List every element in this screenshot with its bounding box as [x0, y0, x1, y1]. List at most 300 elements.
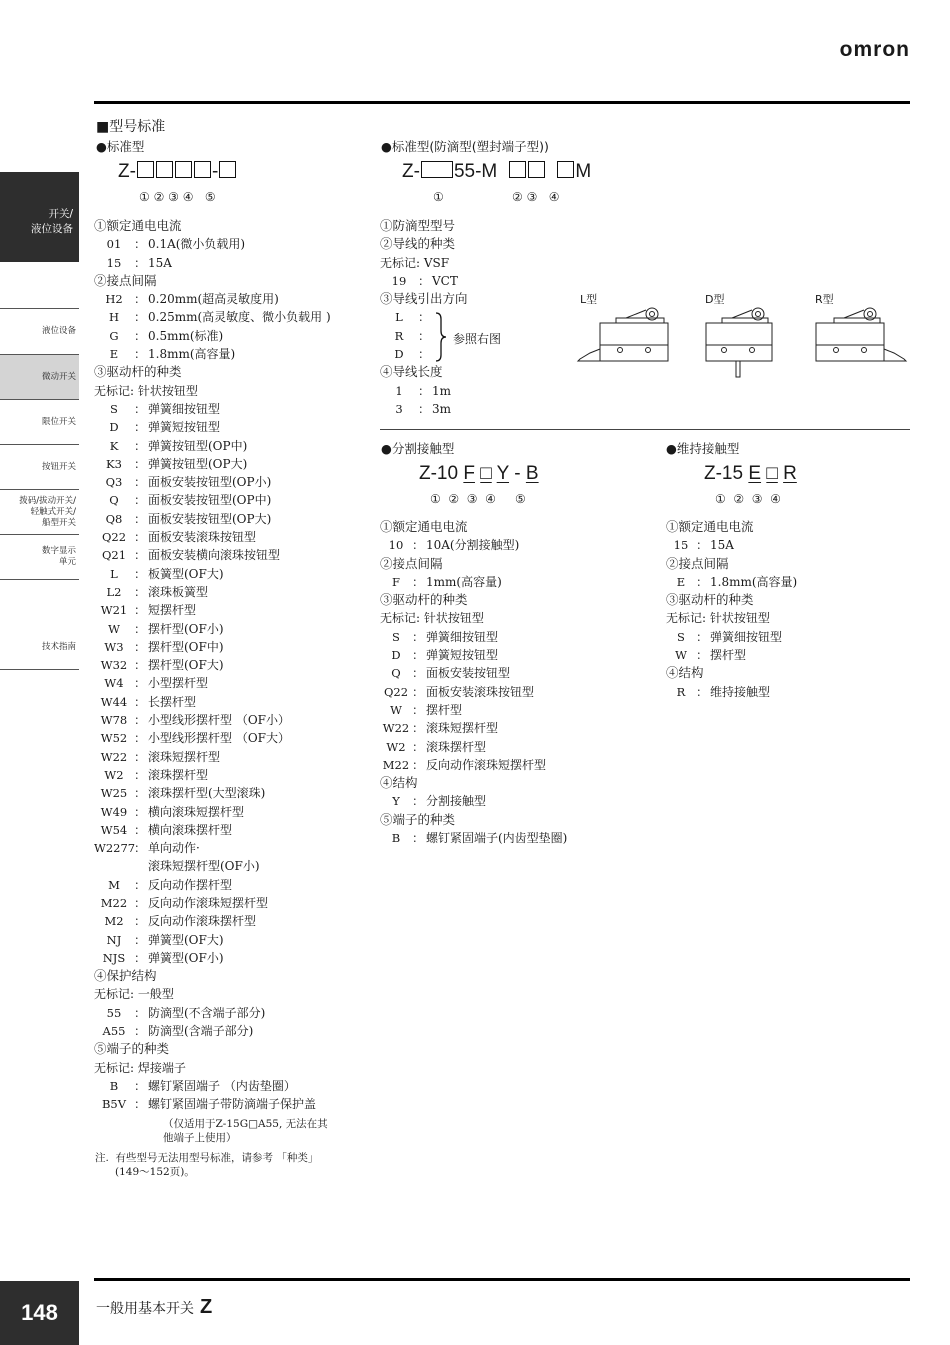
spec-separator: ：	[134, 292, 147, 307]
spec-description: 0.20mm(超高灵敏度用)	[148, 292, 279, 307]
spec-description: 分割接触型	[426, 794, 487, 809]
spec-code: D	[109, 420, 119, 435]
spec-separator: ：	[412, 831, 425, 846]
spec-description: 摆杆型(OF大)	[148, 658, 224, 673]
spec-separator: ：	[134, 932, 147, 947]
spec-row	[380, 664, 650, 682]
bottom-rule	[94, 1278, 910, 1281]
spec-separator: ：	[134, 1097, 147, 1112]
spec-separator: ：	[134, 639, 147, 654]
spec-code: R	[676, 684, 686, 699]
spec-code: K3	[106, 456, 122, 471]
code-box	[194, 161, 211, 178]
spec-row	[94, 876, 374, 894]
spec-code: F	[392, 574, 400, 589]
spec-description: 反向动作摆杆型	[148, 877, 233, 892]
spec-description: 弹簧按钮型(OP大)	[148, 456, 248, 471]
spec-row	[94, 1004, 374, 1022]
spec-separator: ：	[134, 1024, 147, 1039]
hold-heading: ●维持接触型	[666, 441, 740, 456]
sidebar-item[interactable]: 微动开关	[0, 355, 79, 400]
spec-row	[666, 683, 906, 701]
spec-group-title: ③驱动杆的种类	[666, 592, 754, 608]
spec-row	[666, 573, 906, 591]
spec-separator: ：	[134, 255, 147, 270]
code-box	[509, 161, 526, 178]
spec-separator: ：	[418, 310, 431, 325]
spec-row	[94, 894, 374, 912]
spec-code: NJ	[106, 932, 122, 947]
spec-row	[94, 290, 374, 308]
spec-code: B	[109, 1078, 119, 1093]
spec-code: W	[390, 702, 402, 717]
spec-code: W44	[100, 694, 128, 709]
spec-separator: ：	[412, 574, 425, 589]
spec-row	[380, 573, 650, 591]
spec-description: 螺钉紧固端子带防滴端子保护盖	[148, 1097, 317, 1112]
spec-description: 弹簧细按钮型	[426, 629, 499, 644]
spec-code: W2277	[94, 841, 136, 856]
spec-group-title: ③驱动杆的种类	[380, 592, 468, 608]
spec-separator: ：	[134, 895, 147, 910]
spec-row	[94, 912, 374, 930]
spec-description: 面板安装按钮型(OP中)	[148, 493, 272, 508]
brace-icon	[434, 311, 448, 363]
spec-code: K	[109, 438, 119, 453]
standard-code	[118, 161, 237, 183]
spec-separator: ：	[412, 684, 425, 699]
footer-title-text: 一般用基本开关	[96, 1301, 194, 1317]
spec-group-title: ②接点间隔	[666, 555, 729, 571]
spec-row	[94, 803, 374, 821]
spec-code: 15	[673, 538, 689, 553]
spec-row	[94, 601, 374, 619]
spec-separator: ：	[134, 621, 147, 636]
code-dash: -	[514, 463, 521, 484]
spec-separator: ：	[134, 603, 147, 618]
spec-group-title: ①额定通电电流	[94, 218, 182, 233]
top-rule	[94, 101, 910, 104]
spec-code: W49	[100, 804, 128, 819]
spec-default: 无标记: 针状按钮型	[666, 611, 770, 626]
spec-code: W2	[386, 739, 406, 754]
spec-row	[380, 756, 650, 774]
spec-description: 滚珠摆杆型(大型滚珠)	[148, 786, 266, 801]
spec-code: W3	[104, 639, 124, 654]
spec-description: 小型摆杆型	[148, 676, 209, 691]
sidebar-item[interactable]: 数字显示 单元	[0, 535, 79, 580]
code-part: B	[525, 463, 539, 484]
spec-code: NJS	[102, 950, 126, 965]
spec-code: 55	[106, 1005, 122, 1020]
spec-description: 滚珠短摆杆型(OF小)	[148, 859, 260, 874]
sidebar-item[interactable]: 限位开关	[0, 400, 79, 445]
spec-code: B5V	[101, 1097, 127, 1112]
spec-separator: ：	[134, 438, 147, 453]
spec-row	[94, 1095, 374, 1113]
spec-code: E	[109, 347, 119, 362]
spec-row	[94, 784, 374, 802]
spec-description: 弹簧型(OF大)	[148, 932, 224, 947]
standard-heading: ●标准型	[96, 139, 145, 154]
spec-description: 横向滚珠短摆杆型	[148, 804, 245, 819]
spec-group-title: ④结构	[380, 775, 418, 791]
spec-separator: ：	[412, 648, 425, 663]
spec-row	[380, 345, 580, 363]
spec-row	[380, 719, 650, 737]
spec-description: VCT	[432, 273, 458, 288]
code-prefix: Z-	[118, 161, 136, 182]
spec-description: 弹簧按钮型(OP中)	[148, 438, 248, 453]
spec-default: 无标记: 一般型	[94, 987, 174, 1002]
page-number: 148	[0, 1281, 79, 1345]
spec-row	[94, 711, 374, 729]
spec-description: 滚珠短摆杆型	[426, 721, 499, 736]
dripproof-num-1: ①	[433, 190, 444, 204]
spec-row	[94, 455, 374, 473]
code-part: R	[783, 463, 797, 484]
spec-group-title: ②接点间隔	[94, 272, 157, 288]
spec-description: 螺钉紧固端子(内齿型垫圈)	[426, 831, 568, 846]
spec-code: 01	[106, 237, 122, 252]
spec-description: 15A	[148, 255, 172, 270]
spec-description: 面板安装按钮型	[426, 666, 511, 681]
code-box	[528, 161, 545, 178]
code-part: □	[766, 463, 778, 484]
dripproof-heading: ●标准型(防滴型(塑封端子型))	[381, 139, 549, 154]
spec-code: L	[395, 310, 403, 325]
spec-separator: ：	[412, 666, 425, 681]
spec-group-title: ③驱动杆的种类	[94, 364, 182, 380]
code-box	[421, 161, 453, 178]
spec-row	[666, 628, 906, 646]
spec-description: 滚珠摆杆型	[426, 739, 487, 754]
spec-row	[94, 308, 374, 326]
spec-code: L2	[106, 584, 122, 599]
spec-code: Q	[391, 666, 401, 681]
spec-description: 摆杆型(OF中)	[148, 639, 224, 654]
spec-row	[380, 738, 650, 756]
spec-row	[94, 546, 374, 564]
spec-separator: ：	[418, 383, 431, 398]
spec-row	[94, 1022, 374, 1040]
spec-separator: ：	[412, 757, 425, 772]
spec-row	[380, 646, 650, 664]
spec-group-title: ①防滴型型号	[380, 218, 456, 233]
spec-code: W4	[104, 676, 124, 691]
spec-code: S	[677, 629, 685, 644]
spec-group-title: ④导线长度	[380, 364, 443, 380]
spec-description: 横向滚珠摆杆型	[148, 822, 233, 837]
spec-separator: ：	[134, 731, 147, 746]
brace-label: 参照右图	[453, 332, 502, 346]
code-box	[219, 161, 236, 178]
spec-code: D	[391, 648, 401, 663]
spec-row	[666, 536, 906, 554]
spec-separator: ：	[134, 841, 147, 856]
spec-row	[94, 693, 374, 711]
omron-logo: omron	[839, 38, 910, 61]
spec-description: 0.25mm(高灵敏度、微小负载用 )	[148, 310, 331, 325]
spec-description: 摆杆型(OF小)	[148, 621, 224, 636]
spec-description: 1mm(高容量)	[426, 574, 502, 589]
spec-description: 反向动作滚珠短摆杆型	[426, 757, 547, 772]
spec-code: W	[675, 648, 687, 663]
footer-title	[96, 1296, 212, 1319]
spec-description: 反向动作滚珠摆杆型	[148, 914, 257, 929]
spec-code: S	[110, 401, 118, 416]
spec-row	[94, 766, 374, 784]
spec-code: B	[391, 831, 401, 846]
spec-description: 弹簧短按钮型	[148, 420, 221, 435]
spec-separator: ：	[134, 237, 147, 252]
spec-separator: ：	[134, 749, 147, 764]
spec-group-title: ②接点间隔	[380, 555, 443, 571]
spec-code: 15	[106, 255, 122, 270]
spec-description: 弹簧短按钮型	[426, 648, 499, 663]
spec-separator: ：	[134, 511, 147, 526]
spec-row	[94, 583, 374, 601]
switch-diagram-l-icon	[576, 303, 676, 369]
spec-separator: ：	[134, 694, 147, 709]
spec-description: 摆杆型	[426, 702, 463, 717]
spec-separator: ：	[412, 721, 425, 736]
spec-code: Q21	[101, 548, 127, 563]
spec-separator: ：	[418, 273, 431, 288]
spec-code: R	[394, 328, 404, 343]
code-suffix: M	[575, 161, 592, 182]
spec-code: W52	[100, 731, 128, 746]
spec-description: 面板安装按钮型(OP小)	[148, 475, 272, 490]
sidebar-item[interactable]: 技术指南	[0, 625, 79, 670]
standard-spec-list	[94, 217, 374, 1114]
spec-separator: ：	[412, 629, 425, 644]
code-box	[175, 161, 192, 178]
spec-code: W22	[382, 721, 410, 736]
spec-row	[94, 674, 374, 692]
spec-separator: ：	[134, 767, 147, 782]
spec-group-title: ①额定通电电流	[666, 519, 754, 534]
spec-description: 防滴型(含端子部分)	[148, 1024, 254, 1039]
code-part: F	[463, 463, 475, 484]
spec-row	[94, 748, 374, 766]
spec-code: W25	[100, 786, 128, 801]
spec-row	[380, 792, 650, 810]
spec-row	[94, 1077, 374, 1095]
spec-separator: ：	[134, 1078, 147, 1093]
spec-row	[94, 839, 374, 857]
spec-group-title: ④结构	[666, 665, 704, 681]
spec-code: 19	[391, 273, 407, 288]
spec-code: 3	[395, 401, 403, 416]
spec-code: W	[108, 621, 120, 636]
spec-description: 面板安装滚珠按钮型	[426, 684, 535, 699]
spec-row	[94, 418, 374, 436]
spec-code: H	[108, 310, 120, 325]
spec-row	[94, 857, 374, 875]
spec-separator	[134, 857, 148, 875]
spec-default: 无标记: 针状按钮型	[94, 383, 198, 398]
spec-separator: ：	[134, 475, 147, 490]
spec-code: W2	[104, 767, 124, 782]
code-part: □	[480, 463, 492, 484]
spec-separator: ：	[134, 804, 147, 819]
hold-code	[704, 463, 797, 485]
spec-row	[380, 272, 580, 290]
dripproof-code	[402, 161, 591, 183]
spec-separator: ：	[418, 347, 431, 362]
spec-code: L	[110, 566, 118, 581]
spec-row	[94, 656, 374, 674]
spec-separator: ：	[134, 310, 147, 325]
spec-description: 0.5mm(标准)	[148, 328, 224, 343]
spec-default: 无标记: 焊接端子	[94, 1060, 186, 1075]
spec-separator: ：	[696, 648, 709, 663]
spec-description: 15A	[710, 538, 734, 553]
spec-description: 防滴型(不含端子部分)	[148, 1005, 266, 1020]
spec-row	[94, 345, 374, 363]
spec-code: M	[108, 877, 120, 892]
sidebar-active-category[interactable]	[0, 172, 79, 262]
code-box	[156, 161, 173, 178]
sidebar-divider	[0, 308, 79, 309]
spec-description: 长摆杆型	[148, 694, 197, 709]
code-part: E	[748, 463, 762, 484]
spec-separator: ：	[412, 538, 425, 553]
sidebar-active-line1: 开关/	[48, 208, 73, 220]
split-spec-list	[380, 518, 650, 847]
code-box	[557, 161, 574, 178]
code-box	[137, 161, 154, 178]
spec-row	[380, 400, 580, 418]
hold-code-numbers: ① ② ③ ④	[715, 492, 781, 506]
spec-description: 10A(分割接触型)	[426, 538, 520, 553]
spec-default: 无标记: VSF	[380, 255, 450, 270]
spec-code: D	[394, 347, 404, 362]
spec-row	[380, 683, 650, 701]
split-heading: ●分割接触型	[381, 441, 455, 456]
split-code	[419, 463, 539, 485]
spec-group-title: ⑤端子的种类	[94, 1041, 170, 1057]
spec-separator: ：	[134, 328, 147, 343]
spec-code: E	[676, 574, 686, 589]
spec-row	[94, 437, 374, 455]
spec-row	[380, 382, 580, 400]
code-part: Y	[496, 463, 510, 484]
footer-model: Z	[200, 1296, 213, 1318]
spec-code: W78	[100, 713, 128, 728]
spec-separator: ：	[134, 584, 147, 599]
hold-spec-list	[666, 518, 906, 701]
code-dash: -	[211, 161, 219, 182]
spec-row	[94, 491, 374, 509]
spec-description: 1.8mm(高容量)	[710, 574, 798, 589]
spec-separator: ：	[696, 538, 709, 553]
spec-code: W22	[100, 749, 128, 764]
spec-default: 无标记: 针状按钮型	[380, 611, 484, 626]
spec-separator: ：	[134, 1005, 147, 1020]
section-title: ■型号标准	[96, 119, 166, 135]
spec-description: 0.1A(微小负载用)	[148, 237, 246, 252]
spec-row	[380, 536, 650, 554]
spec-group-title: ③导线引出方向	[380, 291, 468, 307]
spec-separator: ：	[134, 786, 147, 801]
spec-code: Q8	[105, 511, 123, 526]
spec-separator: ：	[134, 420, 147, 435]
spec-code: M22	[382, 757, 410, 772]
spec-description: 螺钉紧固端子 （内齿垫圈）	[148, 1078, 296, 1093]
spec-row	[380, 628, 650, 646]
spec-description: 板簧型(OF大)	[148, 566, 224, 581]
spec-description: 弹簧型(OF小)	[148, 950, 224, 965]
spec-row	[94, 565, 374, 583]
spec-code: Q	[109, 493, 119, 508]
spec-row	[380, 829, 650, 847]
spec-description: 滚珠短摆杆型	[148, 749, 221, 764]
spec-description: 面板安装按钮型(OP大)	[148, 511, 272, 526]
spec-code: 1	[395, 383, 403, 398]
spec-separator: ：	[696, 684, 709, 699]
split-code-numbers: ① ② ③ ④ ⑤	[430, 492, 526, 506]
spec-separator: ：	[412, 739, 425, 754]
spec-description: 3m	[432, 401, 452, 416]
spec-row	[94, 400, 374, 418]
spec-description: 面板安装横向滚珠按钮型	[148, 548, 281, 563]
code-part: 55-M	[453, 161, 498, 182]
spec-description: 1m	[432, 383, 452, 398]
spec-code: Q3	[105, 475, 123, 490]
spec-separator: ：	[418, 328, 431, 343]
spec-description: 弹簧细按钮型	[710, 629, 783, 644]
spec-separator: ：	[134, 401, 147, 416]
spec-description: 弹簧细按钮型	[148, 401, 221, 416]
spec-code: G	[109, 328, 119, 343]
dripproof-spec-list	[380, 217, 580, 418]
sidebar-item[interactable]: 按钮开关	[0, 445, 79, 490]
spec-row	[94, 620, 374, 638]
spec-row	[94, 473, 374, 491]
spec-description: 反向动作滚珠短摆杆型	[148, 895, 269, 910]
sidebar-item[interactable]: 拨码/拔动开关/ 轻触式开关/ 船型开关	[0, 490, 79, 535]
dripproof-num-rest: ② ③ ④	[512, 190, 560, 204]
spec-description: 短摆杆型	[148, 603, 197, 618]
spec-description: 摆杆型	[710, 648, 747, 663]
spec-row	[94, 235, 374, 253]
sidebar-item[interactable]: 液位设备	[0, 309, 79, 355]
spec-code: S	[392, 629, 400, 644]
spec-code: Q22	[101, 530, 127, 545]
switch-diagram-d-icon	[700, 303, 780, 379]
spec-row	[94, 327, 374, 345]
divider	[380, 429, 910, 430]
footnote: 注. 有些型号无法用型号标准，请参考 「种类」 (149～152页)。	[95, 1152, 319, 1178]
spec-code: A55	[102, 1024, 126, 1039]
spec-description: 小型线形摆杆型 （OF大）	[148, 731, 290, 746]
spec-separator: ：	[134, 530, 147, 545]
code-prefix: Z-	[402, 161, 420, 182]
spec-row	[666, 646, 906, 664]
spec-group-title: ④保护结构	[94, 968, 157, 984]
switch-diagram-r-icon	[810, 303, 910, 369]
spec-separator: ：	[134, 566, 147, 581]
spec-row	[94, 729, 374, 747]
spec-separator: ：	[134, 493, 147, 508]
spec-separator: ：	[134, 548, 147, 563]
sidebar-active-line2: 液位设备	[31, 223, 73, 235]
spec-description: 面板安装滚珠按钮型	[148, 530, 257, 545]
spec-code	[94, 857, 134, 875]
spec-row	[94, 638, 374, 656]
